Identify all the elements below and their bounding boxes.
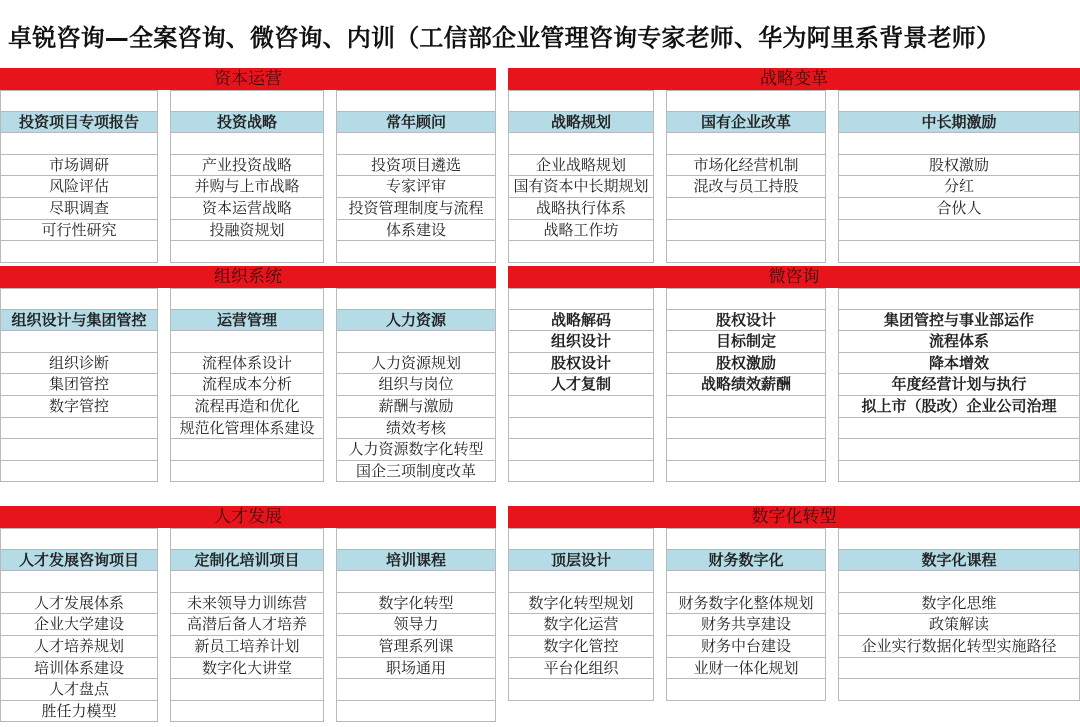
list-item: 组织设计 bbox=[508, 331, 654, 353]
section-column bbox=[170, 288, 324, 482]
list-item: 数字化转型规划 bbox=[508, 593, 654, 615]
empty-cell bbox=[336, 331, 496, 353]
empty-cell bbox=[336, 90, 496, 112]
section-column bbox=[838, 90, 1080, 263]
column-header: 中长期激励 bbox=[838, 112, 1080, 134]
section-column bbox=[0, 528, 158, 722]
empty-cell bbox=[838, 288, 1080, 310]
list-item: 战略执行体系 bbox=[508, 198, 654, 220]
empty-cell bbox=[838, 528, 1080, 550]
list-item: 人才盘点 bbox=[0, 679, 158, 701]
empty-cell bbox=[0, 288, 158, 310]
section-column bbox=[666, 288, 826, 482]
empty-cell bbox=[0, 241, 158, 263]
list-item: 薪酬与激励 bbox=[336, 396, 496, 418]
list-item: 市场化经营机制 bbox=[666, 155, 826, 177]
empty-cell bbox=[170, 679, 324, 701]
empty-cell bbox=[336, 241, 496, 263]
list-item: 股权设计 bbox=[508, 353, 654, 375]
empty-cell bbox=[170, 461, 324, 483]
empty-cell bbox=[170, 133, 324, 155]
empty-cell bbox=[666, 90, 826, 112]
section-column bbox=[508, 90, 654, 263]
empty-cell bbox=[508, 396, 654, 418]
list-item: 合伙人 bbox=[838, 198, 1080, 220]
list-item: 体系建设 bbox=[336, 220, 496, 242]
list-item: 拟上市（股改）企业公司治理 bbox=[838, 396, 1080, 418]
empty-cell bbox=[666, 418, 826, 440]
empty-cell bbox=[508, 288, 654, 310]
list-item: 流程体系 bbox=[838, 331, 1080, 353]
empty-cell bbox=[838, 679, 1080, 701]
empty-cell bbox=[170, 288, 324, 310]
empty-cell bbox=[336, 133, 496, 155]
section-title: 组织系统 bbox=[0, 266, 496, 288]
list-item: 混改与员工持股 bbox=[666, 176, 826, 198]
section-column bbox=[838, 288, 1080, 482]
column-header: 国有企业改革 bbox=[666, 112, 826, 134]
list-item: 政策解读 bbox=[838, 614, 1080, 636]
list-item: 年度经营计划与执行 bbox=[838, 374, 1080, 396]
section-column bbox=[336, 90, 496, 263]
empty-cell bbox=[508, 133, 654, 155]
empty-cell bbox=[170, 241, 324, 263]
list-item: 业财一体化规划 bbox=[666, 658, 826, 680]
section-column bbox=[336, 288, 496, 482]
list-item: 战略绩效薪酬 bbox=[666, 374, 826, 396]
section-title: 战略变革 bbox=[508, 68, 1080, 90]
empty-cell bbox=[0, 528, 158, 550]
empty-cell bbox=[508, 571, 654, 593]
empty-cell bbox=[838, 220, 1080, 242]
section-column bbox=[0, 90, 158, 263]
list-item: 培训体系建设 bbox=[0, 658, 158, 680]
column-header: 投资战略 bbox=[170, 112, 324, 134]
list-item: 未来领导力训练营 bbox=[170, 593, 324, 615]
list-item: 可行性研究 bbox=[0, 220, 158, 242]
column-header: 培训课程 bbox=[336, 550, 496, 572]
empty-cell bbox=[838, 241, 1080, 263]
empty-cell bbox=[838, 439, 1080, 461]
empty-cell bbox=[666, 439, 826, 461]
list-item: 平台化组织 bbox=[508, 658, 654, 680]
section-column bbox=[508, 288, 654, 482]
empty-cell bbox=[666, 571, 826, 593]
empty-cell bbox=[838, 461, 1080, 483]
empty-cell bbox=[838, 418, 1080, 440]
list-item: 组织诊断 bbox=[0, 353, 158, 375]
column-header: 投资项目专项报告 bbox=[0, 112, 158, 134]
column-header: 顶层设计 bbox=[508, 550, 654, 572]
list-item: 人才培养规划 bbox=[0, 636, 158, 658]
list-item: 资本运营战略 bbox=[170, 198, 324, 220]
empty-cell bbox=[666, 220, 826, 242]
list-item: 人才复制 bbox=[508, 374, 654, 396]
empty-cell bbox=[0, 571, 158, 593]
empty-cell bbox=[666, 241, 826, 263]
empty-cell bbox=[838, 133, 1080, 155]
list-item: 专家评审 bbox=[336, 176, 496, 198]
list-item: 流程体系设计 bbox=[170, 353, 324, 375]
list-item: 股权激励 bbox=[838, 155, 1080, 177]
empty-cell bbox=[508, 241, 654, 263]
empty-cell bbox=[336, 571, 496, 593]
empty-cell bbox=[508, 418, 654, 440]
empty-cell bbox=[0, 418, 158, 440]
empty-cell bbox=[838, 658, 1080, 680]
empty-cell bbox=[838, 571, 1080, 593]
section-column bbox=[666, 90, 826, 263]
column-header: 战略规划 bbox=[508, 112, 654, 134]
empty-cell bbox=[666, 528, 826, 550]
section-column bbox=[838, 528, 1080, 701]
list-item: 风险评估 bbox=[0, 176, 158, 198]
list-item: 国企三项制度改革 bbox=[336, 461, 496, 483]
empty-cell bbox=[508, 461, 654, 483]
empty-cell bbox=[666, 133, 826, 155]
empty-cell bbox=[170, 439, 324, 461]
list-item: 新员工培养计划 bbox=[170, 636, 324, 658]
column-header: 组织设计与集团管控 bbox=[0, 310, 158, 332]
list-item: 分红 bbox=[838, 176, 1080, 198]
list-item: 目标制定 bbox=[666, 331, 826, 353]
list-item: 集团管控 bbox=[0, 374, 158, 396]
list-item: 组织与岗位 bbox=[336, 374, 496, 396]
empty-cell bbox=[0, 133, 158, 155]
empty-cell bbox=[508, 679, 654, 701]
empty-cell bbox=[336, 288, 496, 310]
section-column bbox=[666, 528, 826, 701]
list-item: 职场通用 bbox=[336, 658, 496, 680]
empty-cell bbox=[336, 528, 496, 550]
list-item: 企业实行数据化转型实施路径 bbox=[838, 636, 1080, 658]
empty-cell bbox=[666, 679, 826, 701]
section-column bbox=[170, 528, 324, 722]
list-item: 数字化管控 bbox=[508, 636, 654, 658]
list-item: 并购与上市战略 bbox=[170, 176, 324, 198]
list-item: 绩效考核 bbox=[336, 418, 496, 440]
list-item: 战略解码 bbox=[508, 310, 654, 332]
list-item: 流程再造和优化 bbox=[170, 396, 324, 418]
column-header: 人才发展咨询项目 bbox=[0, 550, 158, 572]
list-item: 市场调研 bbox=[0, 155, 158, 177]
list-item: 战略工作坊 bbox=[508, 220, 654, 242]
list-item: 人才发展体系 bbox=[0, 593, 158, 615]
list-item: 流程成本分析 bbox=[170, 374, 324, 396]
list-item: 股权设计 bbox=[666, 310, 826, 332]
empty-cell bbox=[0, 331, 158, 353]
list-item: 企业大学建设 bbox=[0, 614, 158, 636]
list-item: 财务中台建设 bbox=[666, 636, 826, 658]
list-item: 投融资规划 bbox=[170, 220, 324, 242]
empty-cell bbox=[666, 288, 826, 310]
empty-cell bbox=[508, 439, 654, 461]
empty-cell bbox=[170, 528, 324, 550]
empty-cell bbox=[0, 461, 158, 483]
empty-cell bbox=[0, 439, 158, 461]
section-title: 数字化转型 bbox=[508, 506, 1080, 528]
section-column bbox=[0, 288, 158, 482]
list-item: 国有资本中长期规划 bbox=[508, 176, 654, 198]
list-item: 财务共享建设 bbox=[666, 614, 826, 636]
column-header: 运营管理 bbox=[170, 310, 324, 332]
empty-cell bbox=[666, 461, 826, 483]
list-item: 数字化运营 bbox=[508, 614, 654, 636]
section-column bbox=[170, 90, 324, 263]
empty-cell bbox=[336, 679, 496, 701]
empty-cell bbox=[0, 90, 158, 112]
list-item: 数字化转型 bbox=[336, 593, 496, 615]
empty-cell bbox=[336, 701, 496, 723]
column-header: 常年顾问 bbox=[336, 112, 496, 134]
empty-cell bbox=[666, 396, 826, 418]
section-title: 人才发展 bbox=[0, 506, 496, 528]
empty-cell bbox=[838, 90, 1080, 112]
section-column bbox=[336, 528, 496, 722]
empty-cell bbox=[508, 528, 654, 550]
list-item: 投资管理制度与流程 bbox=[336, 198, 496, 220]
list-item: 企业战略规划 bbox=[508, 155, 654, 177]
list-item: 高潜后备人才培养 bbox=[170, 614, 324, 636]
list-item: 产业投资战略 bbox=[170, 155, 324, 177]
empty-cell bbox=[170, 701, 324, 723]
list-item: 数字管控 bbox=[0, 396, 158, 418]
section-column bbox=[508, 528, 654, 701]
list-item: 投资项目遴选 bbox=[336, 155, 496, 177]
empty-cell bbox=[170, 90, 324, 112]
list-item: 管理系列课 bbox=[336, 636, 496, 658]
empty-cell bbox=[666, 198, 826, 220]
page-title: 卓锐咨询—全案咨询、微咨询、内训（工信部企业管理咨询专家老师、华为阿里系背景老师） bbox=[8, 24, 1001, 52]
column-header: 定制化培训项目 bbox=[170, 550, 324, 572]
list-item: 数字化思维 bbox=[838, 593, 1080, 615]
section-title: 资本运营 bbox=[0, 68, 496, 90]
empty-cell bbox=[170, 571, 324, 593]
empty-cell bbox=[170, 331, 324, 353]
column-header: 人力资源 bbox=[336, 310, 496, 332]
list-item: 胜任力模型 bbox=[0, 701, 158, 723]
section-title: 微咨询 bbox=[508, 266, 1080, 288]
list-item: 降本增效 bbox=[838, 353, 1080, 375]
list-item: 人力资源规划 bbox=[336, 353, 496, 375]
column-header: 数字化课程 bbox=[838, 550, 1080, 572]
list-item: 尽职调查 bbox=[0, 198, 158, 220]
list-item: 财务数字化整体规划 bbox=[666, 593, 826, 615]
list-item: 数字化大讲堂 bbox=[170, 658, 324, 680]
column-header: 财务数字化 bbox=[666, 550, 826, 572]
empty-cell bbox=[508, 90, 654, 112]
list-item: 集团管控与事业部运作 bbox=[838, 310, 1080, 332]
list-item: 规范化管理体系建设 bbox=[170, 418, 324, 440]
list-item: 股权激励 bbox=[666, 353, 826, 375]
list-item: 人力资源数字化转型 bbox=[336, 439, 496, 461]
list-item: 领导力 bbox=[336, 614, 496, 636]
